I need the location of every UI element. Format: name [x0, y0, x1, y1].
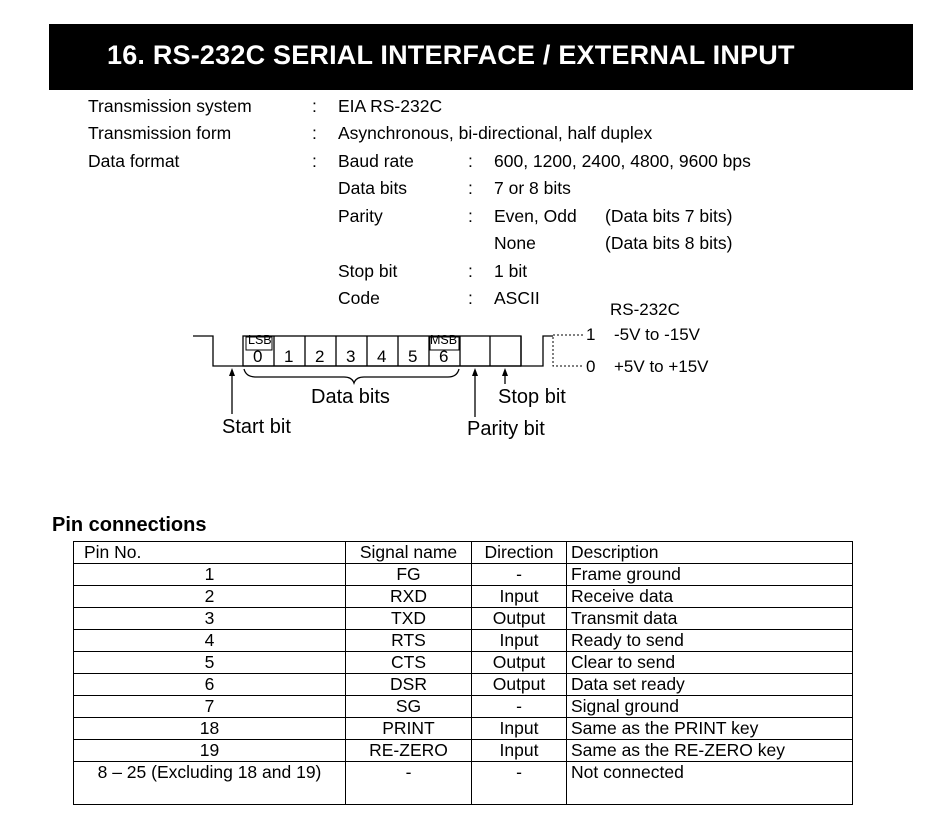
stop-bit-value: 1 bit	[494, 261, 528, 281]
bit-5: 5	[408, 347, 418, 366]
pin-no-cell: 5	[74, 652, 346, 674]
level-indicator-dotted	[553, 335, 583, 366]
pin-no-cell: 7	[74, 696, 346, 718]
description-cell: Ready to send	[567, 630, 853, 652]
stop-bit-label: Stop bit	[338, 261, 398, 281]
start-bit-arrowhead	[229, 368, 235, 376]
data-bits-brace	[244, 369, 459, 383]
bit-2: 2	[315, 347, 325, 366]
bit-3: 3	[346, 347, 356, 366]
signal-cell: RXD	[346, 586, 472, 608]
signal-cell: TXD	[346, 608, 472, 630]
table-row	[74, 740, 853, 762]
description-cell: Clear to send	[567, 652, 853, 674]
parity-bit-arrowhead	[472, 368, 478, 376]
header-pin-no: Pin No.	[74, 542, 346, 564]
header-description: Description	[567, 542, 853, 564]
parity-note-1: (Data bits 7 bits)	[605, 206, 733, 226]
data-bits-caption: Data bits	[311, 386, 390, 408]
pin-no-cell: 6	[74, 674, 346, 696]
table-row	[74, 564, 853, 586]
direction-cell: Output	[472, 674, 567, 696]
msb-label: MSB	[430, 333, 458, 347]
direction-cell: -	[472, 762, 567, 805]
baud-rate-label: Baud rate	[338, 151, 414, 171]
page-title: 16. RS-232C SERIAL INTERFACE / EXTERNAL INPUT	[107, 40, 795, 70]
table-row	[74, 718, 853, 740]
level-0-label: 0	[586, 357, 596, 376]
pin-connections-title: Pin connections	[52, 514, 207, 536]
signal-cell: RTS	[346, 630, 472, 652]
separator: :	[468, 206, 473, 226]
direction-cell: Input	[472, 586, 567, 608]
signal-cell: RE-ZERO	[346, 740, 472, 762]
header-direction: Direction	[472, 542, 567, 564]
bit-6: 6	[439, 347, 449, 366]
code-value: ASCII	[494, 288, 540, 308]
pin-connections-table	[73, 541, 853, 805]
parity-label: Parity	[338, 206, 383, 226]
table-row	[74, 696, 853, 718]
description-cell: Transmit data	[567, 608, 853, 630]
table-row	[74, 630, 853, 652]
transmission-system-label: Transmission system	[88, 96, 252, 116]
signal-cell: FG	[346, 564, 472, 586]
direction-cell: Input	[472, 740, 567, 762]
table-row	[74, 762, 853, 805]
direction-cell: Output	[472, 652, 567, 674]
level-1-label: 1	[586, 325, 596, 344]
waveform-right	[521, 336, 553, 366]
separator: :	[468, 178, 473, 198]
parity-value-2: None	[494, 233, 536, 253]
description-cell: Receive data	[567, 586, 853, 608]
description-cell: Data set ready	[567, 674, 853, 696]
table-row	[74, 608, 853, 630]
bit-1: 1	[284, 347, 294, 366]
parity-note-2: (Data bits 8 bits)	[605, 233, 733, 253]
separator: :	[468, 288, 473, 308]
table-row	[74, 586, 853, 608]
pin-no-cell: 8 – 25 (Excluding 18 and 19)	[74, 762, 346, 805]
separator: :	[312, 96, 317, 116]
separator: :	[468, 261, 473, 281]
parity-value-1: Even, Odd	[494, 206, 577, 226]
signal-cell: -	[346, 762, 472, 805]
direction-cell: Output	[472, 608, 567, 630]
separator: :	[468, 151, 473, 171]
pin-no-cell: 19	[74, 740, 346, 762]
pin-no-cell: 3	[74, 608, 346, 630]
transmission-system-value: EIA RS-232C	[338, 96, 443, 116]
description-cell: Not connected	[567, 762, 853, 805]
direction-cell: Input	[472, 718, 567, 740]
signal-cell: PRINT	[346, 718, 472, 740]
header-signal-name: Signal name	[346, 542, 472, 564]
direction-cell: Input	[472, 630, 567, 652]
transmission-form-value: Asynchronous, bi-directional, half duplex	[338, 123, 653, 143]
direction-cell: -	[472, 564, 567, 586]
stop-bit-arrowhead	[502, 368, 508, 376]
parity-bit-caption: Parity bit	[467, 418, 545, 440]
rs232c-legend-title: RS-232C	[610, 300, 680, 319]
data-bits-value: 7 or 8 bits	[494, 178, 571, 198]
table-header-row	[74, 542, 853, 564]
separator: :	[312, 151, 317, 171]
pin-no-cell: 18	[74, 718, 346, 740]
description-cell: Signal ground	[567, 696, 853, 718]
signal-cell: CTS	[346, 652, 472, 674]
baud-rate-value: 600, 1200, 2400, 4800, 9600 bps	[494, 151, 751, 171]
description-cell: Frame ground	[567, 564, 853, 586]
level-1-voltage: -5V to -15V	[614, 325, 700, 344]
pin-no-cell: 1	[74, 564, 346, 586]
separator: :	[312, 123, 317, 143]
data-format-label: Data format	[88, 151, 180, 171]
signal-cell: DSR	[346, 674, 472, 696]
signal-cell: SG	[346, 696, 472, 718]
bit-0: 0	[253, 347, 263, 366]
data-bits-label: Data bits	[338, 178, 408, 198]
stop-bit-caption: Stop bit	[498, 386, 566, 408]
lsb-label: LSB	[248, 333, 272, 347]
bit-4: 4	[377, 347, 387, 366]
direction-cell: -	[472, 696, 567, 718]
description-cell: Same as the PRINT key	[567, 718, 853, 740]
pin-no-cell: 2	[74, 586, 346, 608]
description-cell: Same as the RE-ZERO key	[567, 740, 853, 762]
pin-no-cell: 4	[74, 630, 346, 652]
table-row	[74, 674, 853, 696]
code-label: Code	[338, 288, 380, 308]
waveform-left	[193, 336, 243, 366]
level-0-voltage: +5V to +15V	[614, 357, 709, 376]
transmission-form-label: Transmission form	[88, 123, 232, 143]
start-bit-caption: Start bit	[222, 416, 291, 438]
table-row	[74, 652, 853, 674]
